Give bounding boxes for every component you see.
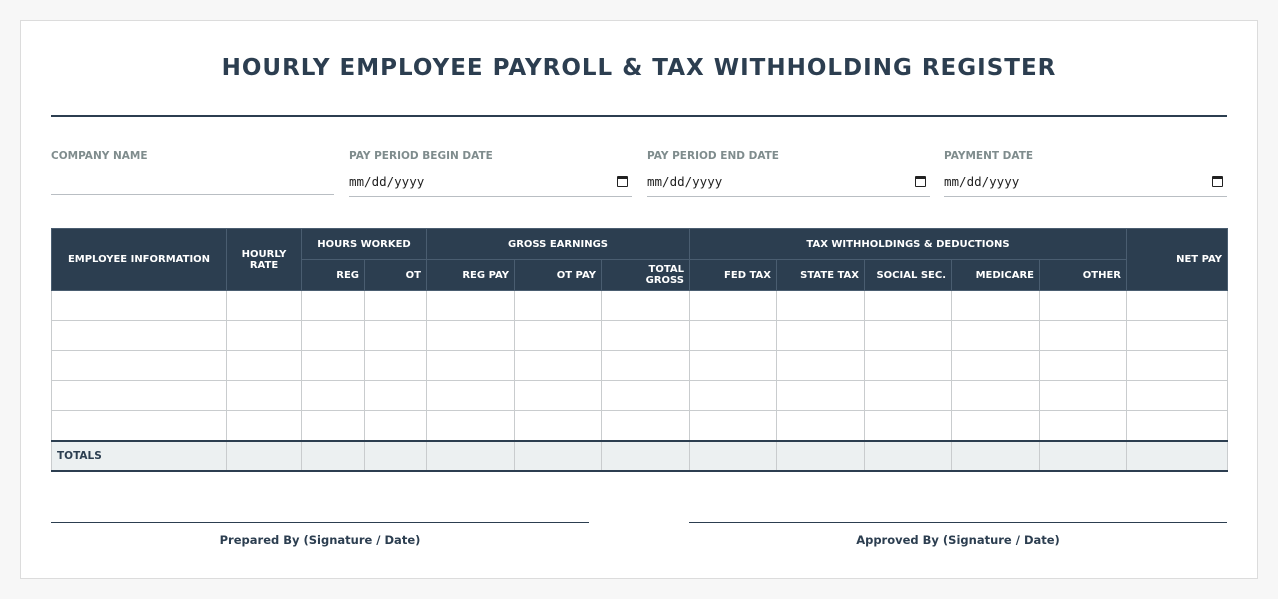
table-cell[interactable] <box>227 351 302 381</box>
totals-cell <box>952 441 1040 471</box>
pay-period-begin-input[interactable] <box>349 173 632 197</box>
col-total-gross: TOTAL GROSS <box>602 260 690 291</box>
table-row <box>52 351 1228 381</box>
table-cell[interactable] <box>952 411 1040 441</box>
table-row <box>52 381 1228 411</box>
table-cell[interactable] <box>1040 291 1127 321</box>
col-state-tax: STATE TAX <box>777 260 865 291</box>
payroll-table <box>51 228 1228 472</box>
payment-date-field <box>944 149 1227 197</box>
table-cell[interactable] <box>1127 351 1228 381</box>
table-cell[interactable] <box>365 411 427 441</box>
table-cell[interactable] <box>427 321 515 351</box>
pay-period-begin-label: PAY PERIOD BEGIN DATE <box>349 150 493 162</box>
totals-cell <box>427 441 515 471</box>
col-social-sec: SOCIAL SEC. <box>865 260 952 291</box>
table-cell[interactable] <box>865 351 952 381</box>
table-cell[interactable] <box>52 291 227 321</box>
calendar-icon[interactable] <box>617 176 628 187</box>
table-cell[interactable] <box>227 321 302 351</box>
page-title: HOURLY EMPLOYEE PAYROLL & TAX WITHHOLDING REGISTER <box>221 55 1057 81</box>
totals-label: TOTALS <box>52 441 227 471</box>
table-cell[interactable] <box>302 291 365 321</box>
table-cell[interactable] <box>365 291 427 321</box>
table-cell[interactable] <box>1127 321 1228 351</box>
table-cell[interactable] <box>1127 411 1228 441</box>
col-reg-pay: REG PAY <box>427 260 515 291</box>
pay-period-end-input[interactable] <box>647 173 930 197</box>
table-cell[interactable] <box>690 321 777 351</box>
payroll-register-page <box>20 20 1258 579</box>
approved-by-signature: Approved By (Signature / Date) <box>689 522 1227 547</box>
table-cell[interactable] <box>365 321 427 351</box>
table-cell[interactable] <box>865 321 952 351</box>
company-name-input[interactable] <box>51 173 334 195</box>
table-cell[interactable] <box>515 411 602 441</box>
col-group-hours-worked: HOURS WORKED <box>302 229 427 260</box>
table-cell[interactable] <box>52 381 227 411</box>
table-cell[interactable] <box>515 321 602 351</box>
table-cell[interactable] <box>602 381 690 411</box>
totals-cell <box>1127 441 1228 471</box>
table-cell[interactable] <box>227 381 302 411</box>
table-cell[interactable] <box>690 381 777 411</box>
totals-cell <box>1040 441 1127 471</box>
table-cell[interactable] <box>952 381 1040 411</box>
table-cell[interactable] <box>602 321 690 351</box>
pay-period-begin-value: mm/dd/yyyy <box>349 174 425 189</box>
table-cell[interactable] <box>1127 291 1228 321</box>
col-medicare: MEDICARE <box>952 260 1040 291</box>
table-cell[interactable] <box>1127 381 1228 411</box>
table-cell[interactable] <box>515 351 602 381</box>
table-row <box>52 321 1228 351</box>
table-cell[interactable] <box>865 411 952 441</box>
table-cell[interactable] <box>777 321 865 351</box>
table-cell[interactable] <box>227 411 302 441</box>
table-cell[interactable] <box>690 291 777 321</box>
col-other: OTHER <box>1040 260 1127 291</box>
col-group-gross-earnings: GROSS EARNINGS <box>427 229 690 260</box>
payment-date-input[interactable] <box>944 173 1227 197</box>
table-cell[interactable] <box>777 291 865 321</box>
table-row <box>52 411 1228 441</box>
payment-date-label: PAYMENT DATE <box>944 150 1034 162</box>
table-cell[interactable] <box>952 291 1040 321</box>
company-name-field <box>51 149 334 195</box>
calendar-icon[interactable] <box>1212 176 1223 187</box>
col-reg-hours: REG <box>302 260 365 291</box>
totals-cell <box>865 441 952 471</box>
table-cell[interactable] <box>777 381 865 411</box>
table-cell[interactable] <box>52 351 227 381</box>
table-cell[interactable] <box>1040 321 1127 351</box>
table-cell[interactable] <box>302 411 365 441</box>
table-cell[interactable] <box>952 351 1040 381</box>
pay-period-end-label: PAY PERIOD END DATE <box>647 150 779 162</box>
table-cell[interactable] <box>690 411 777 441</box>
totals-cell <box>365 441 427 471</box>
pay-period-begin-field <box>349 149 632 197</box>
totals-cell <box>302 441 365 471</box>
col-employee-information: EMPLOYEE INFORMATION <box>52 229 227 291</box>
table-cell[interactable] <box>365 351 427 381</box>
table-cell[interactable] <box>602 411 690 441</box>
company-name-label: COMPANY NAME <box>51 150 148 162</box>
table-cell[interactable] <box>1040 351 1127 381</box>
title-divider <box>51 115 1227 117</box>
col-hourly-rate: HOURLY RATE <box>227 229 302 291</box>
col-net-pay: NET PAY <box>1127 229 1228 291</box>
col-ot-hours: OT <box>365 260 427 291</box>
table-cell[interactable] <box>227 291 302 321</box>
table-cell[interactable] <box>302 381 365 411</box>
table-cell[interactable] <box>427 291 515 321</box>
table-cell[interactable] <box>302 321 365 351</box>
col-fed-tax: FED TAX <box>690 260 777 291</box>
table-row <box>52 291 1228 321</box>
table-cell[interactable] <box>777 411 865 441</box>
totals-row <box>52 441 1228 471</box>
table-cell[interactable] <box>52 411 227 441</box>
pay-period-end-field <box>647 149 930 197</box>
pay-period-end-value: mm/dd/yyyy <box>647 174 723 189</box>
prepared-by-signature: Prepared By (Signature / Date) <box>51 522 589 547</box>
totals-cell <box>227 441 302 471</box>
table-cell[interactable] <box>865 291 952 321</box>
table-cell[interactable] <box>52 321 227 351</box>
table-cell[interactable] <box>690 351 777 381</box>
table-cell[interactable] <box>1040 411 1127 441</box>
table-cell[interactable] <box>427 381 515 411</box>
table-cell[interactable] <box>1040 381 1127 411</box>
table-cell[interactable] <box>602 351 690 381</box>
col-group-tax-withholdings: TAX WITHHOLDINGS & DEDUCTIONS <box>690 229 1127 260</box>
table-cell[interactable] <box>777 351 865 381</box>
table-cell[interactable] <box>515 381 602 411</box>
table-cell[interactable] <box>952 321 1040 351</box>
table-cell[interactable] <box>365 381 427 411</box>
col-ot-pay: OT PAY <box>515 260 602 291</box>
table-cell[interactable] <box>865 381 952 411</box>
totals-cell <box>602 441 690 471</box>
table-cell[interactable] <box>602 291 690 321</box>
table-cell[interactable] <box>302 351 365 381</box>
totals-cell <box>690 441 777 471</box>
totals-cell <box>515 441 602 471</box>
calendar-icon[interactable] <box>915 176 926 187</box>
totals-cell <box>777 441 865 471</box>
payment-date-value: mm/dd/yyyy <box>944 174 1020 189</box>
table-cell[interactable] <box>515 291 602 321</box>
table-cell[interactable] <box>427 351 515 381</box>
table-cell[interactable] <box>427 411 515 441</box>
